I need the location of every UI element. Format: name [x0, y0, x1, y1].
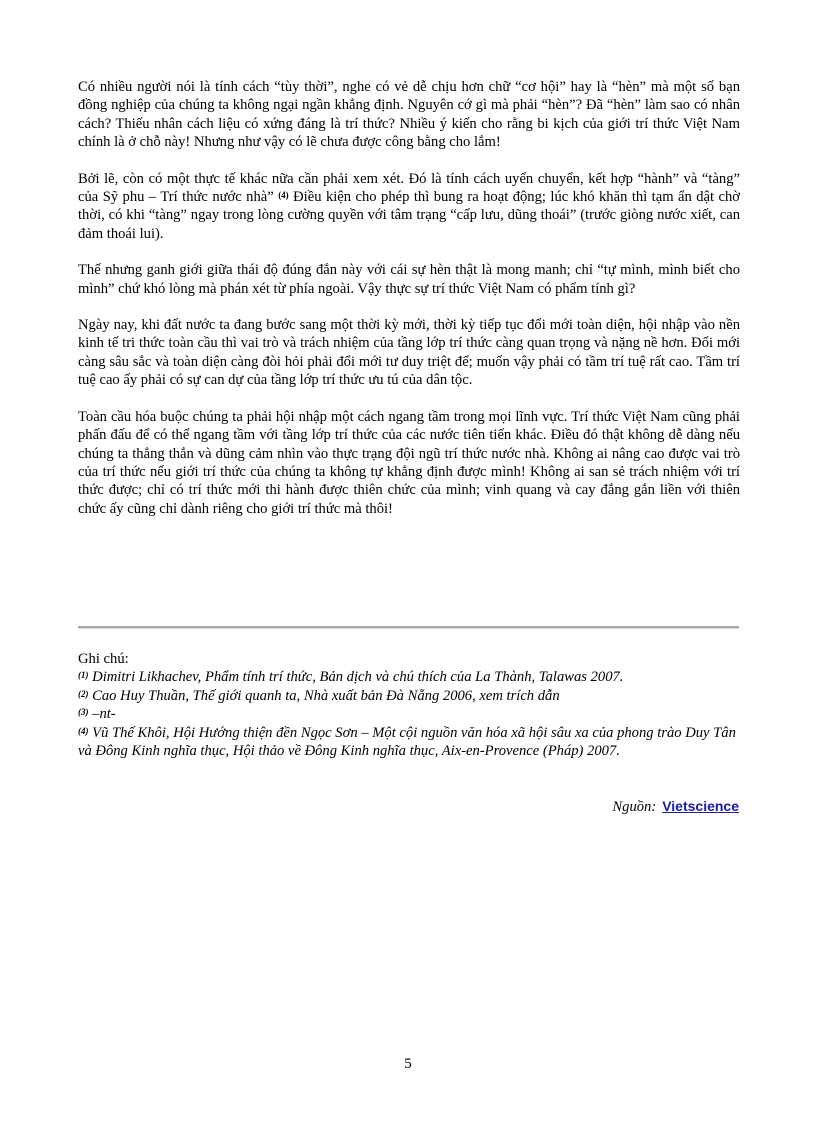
footnote-ref-4: (4) [278, 190, 289, 201]
footnotes-title: Ghi chú: [78, 651, 129, 667]
horizontal-divider [78, 626, 739, 629]
footnote-marker: (1) [78, 670, 89, 681]
paragraph-5: Toàn cầu hóa buộc chúng ta phải hội nhập một cách ngang tầm trong mọi lĩnh vực. Trí thức Việt Nam cũng phải phấn đấu để có thể ngang tầm với tầng lớp trí thức của các nước tiên tiến khác. Điều đó thật không dễ dàng nếu chúng ta thẳng thắn và dũng cảm nhìn vào thực trạng đội ngũ trí thức nước nhà. Không ai nâng cao được vai trò của trí thức nếu giới trí thức của chúng ta không tự khẳng định được mình! Không ai san sẻ trách nhiệm với trí thức được; chỉ có trí thức mới thi hành được thiên chức của mình; vinh quang và cay đắng gắn liền với thiên chức ấy cũng chỉ dành riêng cho giới trí thức mà thôi! [78, 408, 740, 517]
paragraph-4: Ngày nay, khi đất nước ta đang bước sang một thời kỳ mới, thời kỳ tiếp tục đổi mới toàn diện, hội nhập vào nền kinh tế tri thức toàn cầu thì vai trò và trách nhiệm của tầng lớp trí thức càng quan trọng và nặng nề hơn. Đổi mới càng sâu sắc và toàn diện càng đòi hỏi phải đổi mới tư duy triệt để; muốn vậy phải có tầm trí tuệ rất cao. Tầm trí tuệ cao ấy phải có sự can dự của tầng lớp trí thức ưu tú của dân tộc. [78, 317, 740, 389]
footnote-text: Cao Huy Thuần, Thế giới quanh ta, Nhà xuất bản Đà Nẵng 2006, xem trích dẫn [88, 687, 560, 704]
paragraph-2 [78, 170, 740, 244]
source-link[interactable]: Vietscience [662, 798, 739, 814]
footnote-marker: (4) [78, 725, 89, 736]
paragraph-1: Có nhiều người nói là tính cách “tùy thời”, nghe có vẻ dễ chịu hơn chữ “cơ hội” hay là “hèn” mà một số bạn đồng nghiệp của chúng ta không ngại ngần khẳng định. Nguyên cớ gì mà phải “hèn”? Đã “hèn” làm sao có nhân cách? Thiếu nhân cách liệu có xứng đáng là trí thức? Nhiều ý kiến cho rằng bi kịch của giới trí thức Việt Nam chính là ở chỗ này! Nhưng như vậy có lẽ chưa được công bằng cho lắm! [78, 79, 740, 151]
paragraph-2-end: Điều kiện cho phép thì bung ra hoạt động; lúc khó khăn thì tạm ẩn dật chờ thời, có khi “tàng” ngay trong lòng cường quyền với tâm trạng “cấp lưu, dũng thoái” (trước giòng nước xiết, can đảm thoái lui). [78, 189, 740, 242]
source-line [612, 797, 739, 816]
paragraph-2-start: Bởi lẽ, còn có một thực tế khác nữa cần phải xem xét. Đó là tính cách uyển chuyển, kết hợp “hành” và “tàng” của Sỹ phu – Trí thức nước nhà” [78, 170, 740, 206]
footnote-marker: (3) [78, 707, 89, 718]
footnote-text: Dimitri Likhachev, Phẩm tính trí thức, Bản dịch và chú thích của La Thành, Talawas 2007. [88, 669, 624, 686]
footnote-1 [78, 668, 740, 686]
paragraph-3: Thế nhưng ganh giới giữa thái độ đúng đắn này với cái sự hèn thật là mong manh; chỉ “tự mình, mình biết cho mình” chứ khó lòng mà phán xét từ phía ngoài. Vậy thực sự trí thức Việt Nam có phẩm tính gì? [78, 262, 740, 297]
page-number: 5 [404, 1056, 412, 1072]
source-label: Nguồn: [612, 799, 657, 815]
footnote-text: Vũ Thế Khôi, Hội Hướng thiện đền Ngọc Sơn – Một cội nguồn văn hóa xã hội sâu xa của phong trào Duy Tân và Đông Kinh nghĩa thục, Hội thảo về Đông Kinh nghĩa thục, Aix-en-Provence (Pháp) 2007. [78, 724, 736, 760]
footnote-2 [78, 687, 740, 705]
footnote-3 [78, 705, 740, 723]
footnote-4 [78, 724, 740, 761]
footnotes [78, 650, 740, 760]
footnote-marker: (2) [78, 688, 89, 699]
footnote-text: –nt- [88, 706, 116, 723]
body-text [78, 78, 740, 536]
